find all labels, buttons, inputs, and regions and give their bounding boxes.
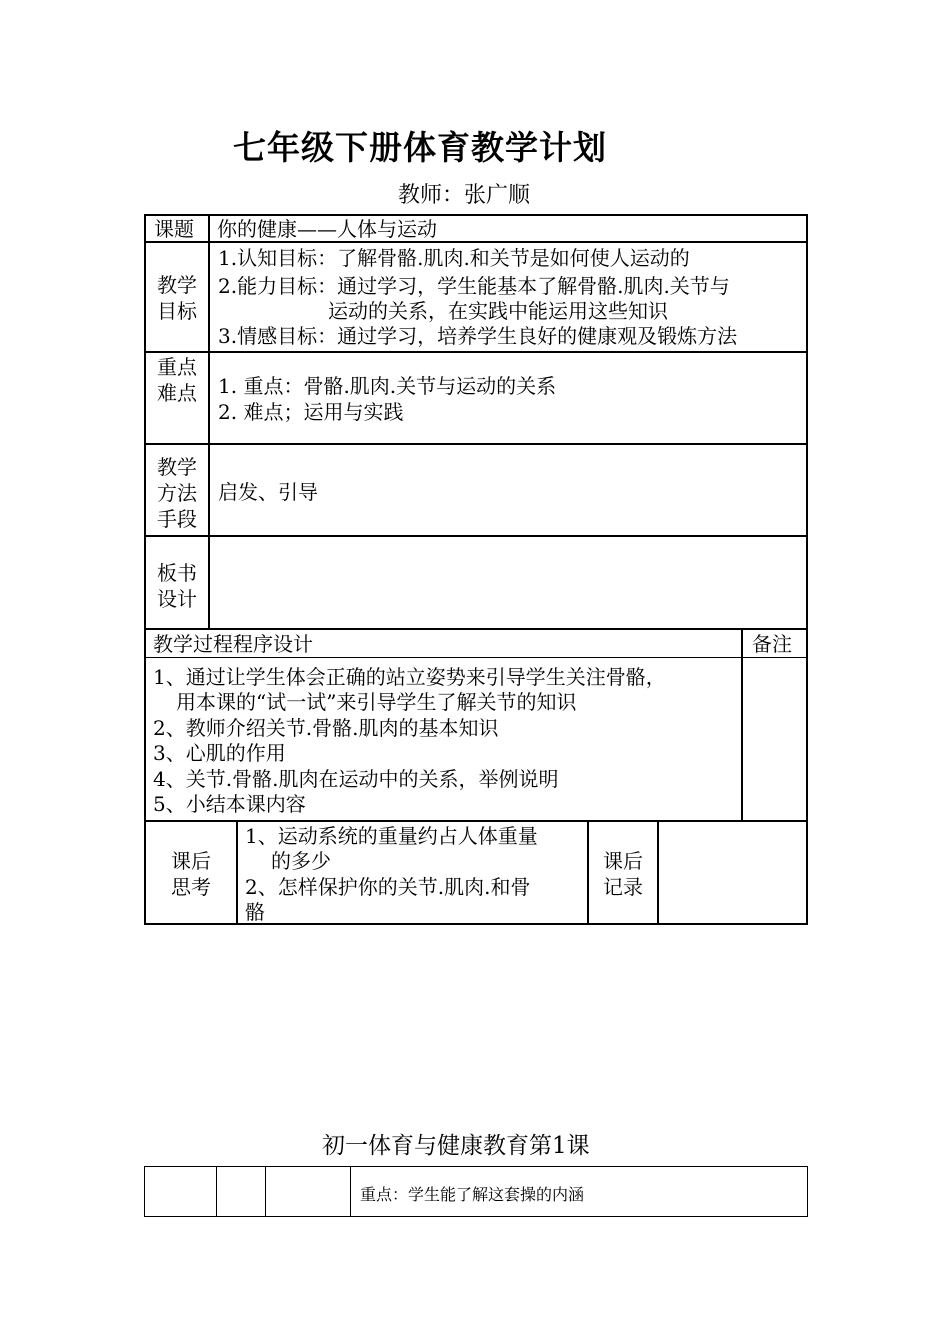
topic-label: 课题 (154, 217, 194, 241)
section-title: 初一体育与健康教育第1课 (322, 1133, 590, 1159)
notes-header: 备注 (752, 632, 792, 656)
reflection-item: 1、运动系统的重量约占人体重量 (245, 824, 538, 848)
process-step: 1、通过让学生体会正确的站立姿势来引导学生关注骨骼， (153, 665, 666, 689)
page-title: 七年级下册体育教学计划 (233, 128, 607, 167)
objective-line: 1.认知目标：了解骨骼.肌肉.和关节是如何使人运动的 (218, 246, 690, 270)
process-step: 3、心肌的作用 (153, 741, 286, 765)
objective-line: 2.能力目标：通过学习，学生能基本了解骨骼.肌肉.关节与 (218, 274, 730, 298)
teacher-name: 教师：张广顺 (398, 183, 531, 208)
objective-line: 运动的关系，在实践中能运用这些知识 (328, 299, 668, 323)
reflection-item: 骼 (245, 900, 265, 924)
difficult-point: 2. 难点；运用与实践 (218, 400, 404, 424)
methods-label: 教学 方法 手段 (157, 455, 197, 531)
process-header: 教学过程程序设计 (153, 632, 313, 656)
reflection-label: 课后 思考 (171, 849, 211, 899)
board-design-label: 板书 设计 (157, 561, 197, 611)
methods-value: 启发、引导 (218, 480, 318, 504)
reflection-item: 2、怎样保护你的关节.肌肉.和骨 (245, 875, 531, 899)
reflection-item: 的多少 (271, 849, 331, 873)
process-step: 用本课的“试一试”来引导学生了解关节的知识 (176, 690, 577, 714)
topic-value: 你的健康——人体与运动 (217, 217, 437, 241)
record-label: 课后 记录 (603, 849, 643, 899)
process-step: 2、教师介绍关节.骨骼.肌肉的基本知识 (153, 716, 499, 740)
key-points-label: 重点 难点 (157, 355, 197, 405)
objective-line: 3.情感目标：通过学习，培养学生良好的健康观及锻炼方法 (218, 324, 738, 348)
process-step: 5、小结本课内容 (153, 792, 306, 816)
key-point: 1. 重点：骨骼.肌肉.关节与运动的关系 (218, 374, 557, 398)
objectives-label: 教学 目标 (157, 273, 197, 323)
key-point-2: 重点：学生能了解这套操的内涵 (360, 1185, 585, 1204)
process-step: 4、关节.骨骼.肌肉在运动中的关系，举例说明 (153, 767, 559, 791)
